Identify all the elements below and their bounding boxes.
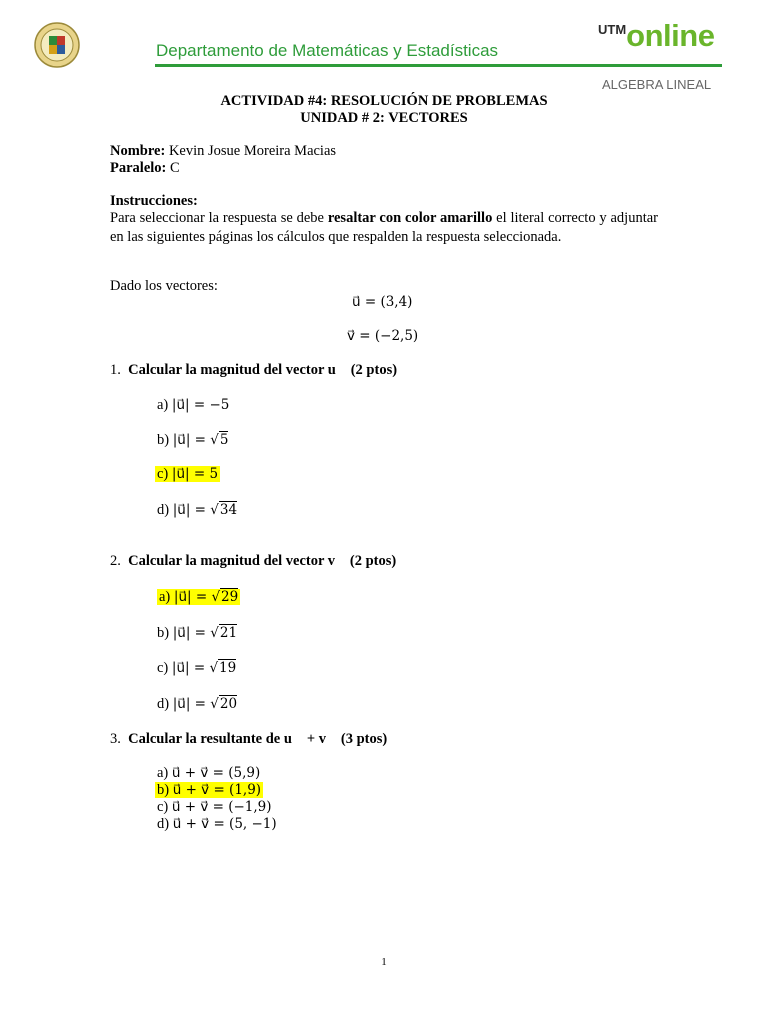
option-expression: |u⃗| = −5 bbox=[171, 397, 230, 413]
student-parallel-line bbox=[110, 160, 180, 177]
name-label: Nombre: bbox=[110, 143, 166, 159]
university-seal-logo bbox=[34, 22, 80, 68]
name-value: Kevin Josue Moreira Macias bbox=[168, 143, 337, 159]
instructions-text-after: el literal correcto y adjuntar en las siguientes páginas los cálculos que respalden la respuesta seleccionada. bbox=[110, 210, 658, 245]
logo-online-text: online bbox=[626, 18, 715, 53]
question-1 bbox=[110, 362, 397, 379]
option-letter: d) bbox=[157, 696, 170, 712]
question-number: 1. bbox=[110, 362, 121, 378]
question-text: Calcular la magnitud del vector v⃗ (2 ptos) bbox=[128, 553, 397, 569]
question-text: Calcular la magnitud del vector u⃗ (2 ptos) bbox=[128, 362, 398, 378]
instructions-heading: Instrucciones: bbox=[110, 193, 198, 209]
option-3a bbox=[157, 765, 260, 782]
highlighted-answer: a) |u⃗| = √29 bbox=[159, 589, 239, 605]
parallel-label: Paralelo: bbox=[110, 160, 167, 176]
option-1c-highlighted bbox=[155, 466, 220, 483]
option-letter: d) bbox=[157, 502, 170, 518]
student-name-line bbox=[110, 143, 336, 160]
option-letter: a) bbox=[157, 765, 169, 781]
page-number: 1 bbox=[381, 956, 387, 968]
option-2a-highlighted bbox=[157, 589, 240, 606]
option-expression: |u⃗| = √21 bbox=[172, 625, 238, 641]
question-text: Calcular la resultante de u⃗ + v⃗ (3 ptos) bbox=[128, 731, 388, 747]
option-letter: b) bbox=[157, 625, 170, 641]
option-expression: u⃗ + v⃗ = (5, −1) bbox=[172, 816, 277, 832]
instructions-text-bold: resaltar con color amarillo bbox=[327, 210, 493, 226]
vector-v-definition: v⃗ = (−2,5) bbox=[347, 328, 419, 344]
vector-u-definition: u⃗ = (3,4) bbox=[352, 294, 413, 310]
question-2 bbox=[110, 553, 396, 570]
utm-online-logo bbox=[598, 18, 714, 54]
activity-title: ACTIVIDAD #4: RESOLUCIÓN DE PROBLEMAS bbox=[220, 93, 548, 109]
instructions-text bbox=[110, 209, 658, 247]
option-2c bbox=[157, 660, 236, 677]
option-3d bbox=[157, 816, 277, 833]
question-3 bbox=[110, 731, 387, 748]
option-1a bbox=[157, 397, 229, 414]
option-letter: a) bbox=[157, 397, 169, 413]
option-2d bbox=[157, 696, 237, 713]
option-letter: c) bbox=[157, 799, 169, 815]
option-expression: |u⃗| = √5 bbox=[172, 432, 229, 448]
option-letter: c) bbox=[157, 660, 169, 676]
question-number: 2. bbox=[110, 553, 121, 569]
given-label: Dado los vectores: bbox=[110, 278, 218, 294]
question-number: 3. bbox=[110, 731, 121, 747]
highlighted-answer: b) u⃗ + v⃗ = (1,9) bbox=[157, 782, 262, 798]
parallel-value: C bbox=[170, 160, 180, 176]
option-expression: |u⃗| = √19 bbox=[171, 660, 237, 676]
option-expression: |u⃗| = √34 bbox=[172, 502, 238, 518]
logo-utm-text: UTM bbox=[598, 22, 627, 37]
option-3c bbox=[157, 799, 272, 816]
header-divider bbox=[155, 64, 722, 67]
option-expression: u⃗ + v⃗ = (5,9) bbox=[171, 765, 261, 781]
instructions-text-before: Para seleccionar la respuesta se debe bbox=[110, 210, 324, 226]
option-expression: |u⃗| = √20 bbox=[172, 696, 238, 712]
subject-label: ALGEBRA LINEAL bbox=[602, 77, 712, 92]
option-3b-highlighted bbox=[155, 782, 263, 799]
option-1b bbox=[157, 432, 228, 449]
option-2b bbox=[157, 625, 237, 642]
unit-title: UNIDAD # 2: VECTORES bbox=[300, 110, 468, 126]
department-title: Departamento de Matemáticas y Estadísticas bbox=[156, 41, 499, 60]
option-letter: d) bbox=[157, 816, 170, 832]
option-expression: u⃗ + v⃗ = (−1,9) bbox=[171, 799, 272, 815]
highlighted-answer: c) |u⃗| = 5 bbox=[157, 466, 219, 482]
option-1d bbox=[157, 502, 237, 519]
option-letter: b) bbox=[157, 432, 170, 448]
